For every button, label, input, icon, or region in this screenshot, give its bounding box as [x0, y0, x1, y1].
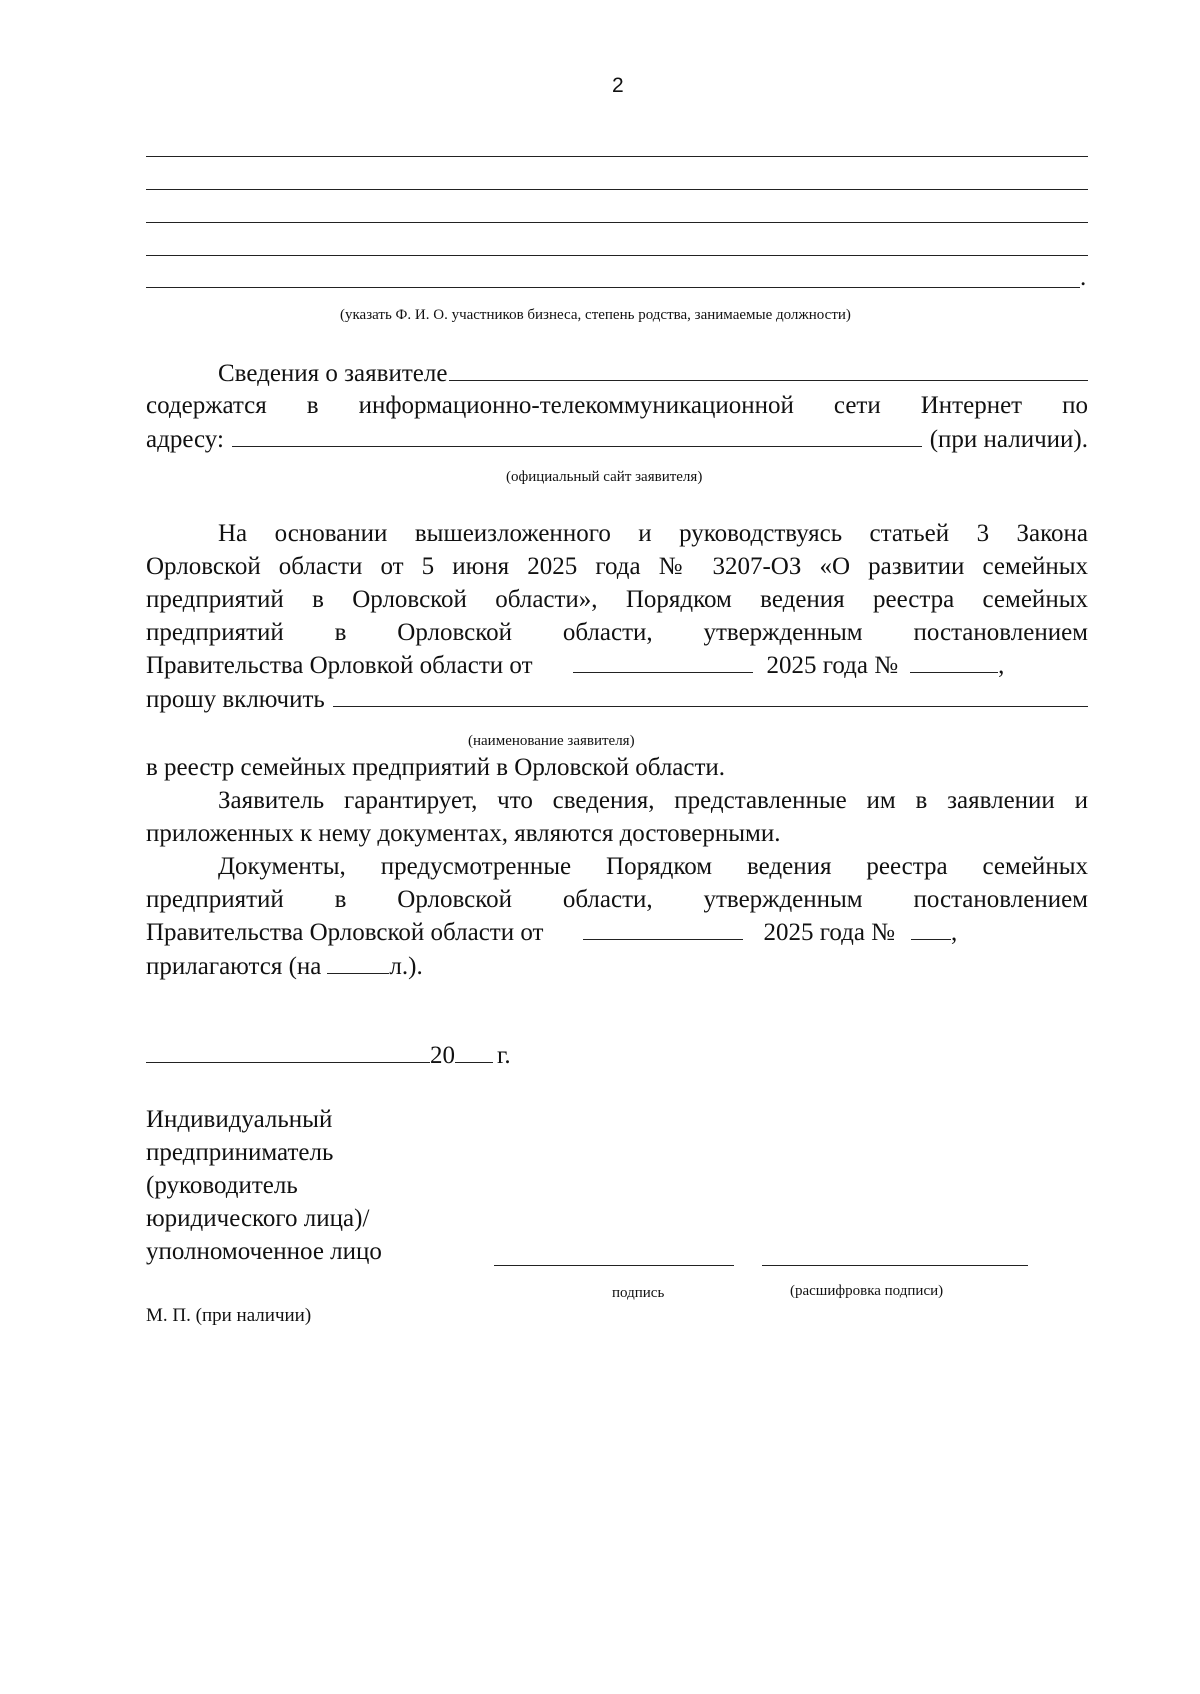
date-day-month-field[interactable] — [146, 1040, 430, 1063]
stamp-label: М. П. (при наличии) — [146, 1305, 312, 1326]
signatory-line-3: (руководитель — [146, 1172, 298, 1199]
signature-decoding-line[interactable] — [762, 1265, 1028, 1266]
documents-line-3-start: Правительства Орловской области от — [146, 919, 544, 946]
basis-line-5-year: 2025 года № — [766, 652, 899, 679]
documents-line-1: Документы, предусмотренные Порядком ведения реестра семейных — [218, 853, 1088, 880]
caption-decoding: (расшифровка подписи) — [790, 1283, 944, 1299]
date-year-prefix: 20 — [430, 1042, 455, 1069]
info-line-1 — [218, 358, 1088, 390]
basis-line-2: Орловской области от 5 июня 2025 года № 3207-ОЗ «О развитии семейных — [146, 553, 1088, 580]
caption-site: (официальный сайт заявителя) — [506, 469, 703, 485]
documents-line-2: предприятий в Орловской области, утвержденным постановлением — [146, 886, 1088, 913]
sheets-count-field[interactable] — [327, 951, 389, 974]
date-line — [146, 1040, 511, 1072]
caption-participants: (указать Ф. И. О. участников бизнеса, степень родства, занимаемые должности) — [340, 307, 851, 323]
address-label: адресу: — [146, 426, 224, 453]
basis-line-6 — [146, 684, 1088, 716]
include-label: прошу включить — [146, 686, 325, 713]
signatory-line-2: предприниматель — [146, 1139, 334, 1166]
resolution-number-field[interactable] — [910, 650, 998, 673]
resolution-date-field[interactable] — [573, 650, 753, 673]
guarantee-line-2: приложенных к нему документах, являются достоверными. — [146, 820, 781, 847]
basis-line-7: в реестр семейных предприятий в Орловской области. — [146, 754, 726, 781]
address-field[interactable] — [232, 424, 922, 447]
info-line-2: содержатся в информационно-телекоммуникационной сети Интернет по — [146, 392, 1088, 419]
info-label: Сведения о заявителе — [218, 360, 448, 387]
blank-line-period: . — [1080, 264, 1087, 291]
basis-line-5-comma: , — [998, 652, 1005, 679]
documents-line-4 — [146, 951, 423, 983]
documents-line-3-comma: , — [951, 919, 958, 946]
basis-line-1: На основании вышеизложенного и руководствуясь статьей 3 Закона — [218, 520, 1088, 547]
date-year-suffix: г. — [497, 1042, 511, 1069]
basis-line-4: предприятий в Орловской области, утвержденным постановлением — [146, 619, 1088, 646]
caption-name: (наименование заявителя) — [468, 733, 635, 749]
date-year-field[interactable] — [455, 1040, 493, 1063]
blank-line-4 — [146, 255, 1088, 256]
blank-line-1 — [146, 156, 1088, 157]
blank-line-3 — [146, 222, 1088, 223]
documents-resolution-number-field[interactable] — [911, 917, 951, 940]
blank-line-2 — [146, 189, 1088, 190]
blank-line-5 — [146, 287, 1080, 288]
page-number: 2 — [612, 74, 624, 97]
documents-line-3 — [146, 917, 1088, 949]
attached-label: прилагаются (на — [146, 953, 322, 980]
caption-signature: подпись — [612, 1285, 665, 1301]
signature-line[interactable] — [494, 1265, 734, 1266]
basis-line-5 — [146, 650, 1088, 682]
documents-resolution-date-field[interactable] — [583, 917, 743, 940]
basis-line-3: предприятий в Орловской области», Порядком ведения реестра семейных — [146, 586, 1088, 613]
basis-line-5-start: Правительства Орловкой области от — [146, 652, 533, 679]
sheets-suffix: л.). — [389, 953, 423, 980]
signatory-line-4: юридического лица)/ — [146, 1205, 370, 1232]
signatory-line-1: Индивидуальный — [146, 1106, 333, 1133]
info-line-3 — [146, 424, 1088, 456]
signatory-line-5: уполномоченное лицо — [146, 1238, 382, 1265]
guarantee-line-1: Заявитель гарантирует, что сведения, представленные им в заявлении и — [218, 787, 1088, 814]
applicant-field[interactable] — [449, 358, 1088, 381]
address-suffix: (при наличии). — [929, 426, 1088, 453]
applicant-name-field[interactable] — [333, 684, 1088, 707]
documents-line-3-year: 2025 года № — [763, 919, 896, 946]
